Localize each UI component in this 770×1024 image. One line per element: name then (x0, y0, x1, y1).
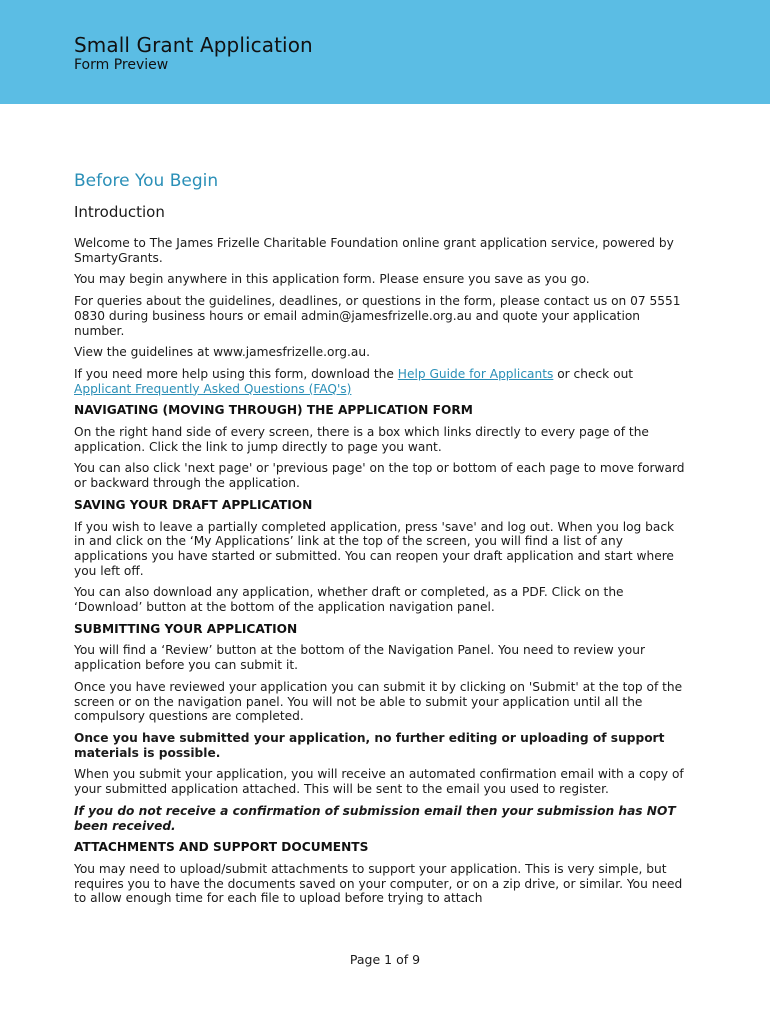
page-content (74, 170, 686, 913)
attachments-heading: ATTACHMENTS AND SUPPORT DOCUMENTS (74, 840, 369, 855)
subsection-title: Introduction (74, 203, 165, 221)
intro-paragraph-queries: For queries about the guidelines, deadlines, or questions in the form, please contact us on 07 5551 0830 during business hours or email admin@jamesfrizelle.org.au and quote your application number. (74, 294, 681, 338)
help-text-before: If you need more help using this form, download the (74, 366, 398, 381)
page-header (0, 0, 770, 104)
saving-heading: SAVING YOUR DRAFT APPLICATION (74, 497, 313, 512)
help-text-middle: or check out (553, 366, 634, 381)
form-subtitle: Form Preview (74, 57, 169, 73)
section-title: Before You Begin (74, 171, 219, 191)
page-number: Page 1 of 9 (349, 952, 421, 967)
saving-paragraph-1: If you wish to leave a partially completed application, press 'save' and log out. When you log back in and click on the ‘My Applications’ link at the top of the screen, you will find a list of any applications you have started or submitted. You can reopen your draft application and start where you left off. (74, 519, 675, 578)
faq-link[interactable]: Applicant Frequently Asked Questions (FAQ's) (74, 381, 352, 396)
submitting-heading: SUBMITTING YOUR APPLICATION (74, 621, 298, 636)
submitting-paragraph-confirmation: When you submit your application, you will receive an automated confirmation email with a copy of your submitted application attached. This will be sent to the email you used to register. (74, 767, 684, 797)
attachments-paragraph-1: You may need to upload/submit attachments to support your application. This is very simple, but requires you to have the documents saved on your computer, or on a zip drive, or similar. You need to allow enough time for each file to upload before trying to attach (74, 861, 683, 906)
form-title: Small Grant Application (74, 33, 313, 57)
intro-paragraph-save: You may begin anywhere in this application form. Please ensure you save as you go. (74, 272, 590, 287)
intro-paragraph-guidelines: View the guidelines at www.jamesfrizelle.org.au. (74, 345, 370, 360)
navigating-heading: NAVIGATING (MOVING THROUGH) THE APPLICATION FORM (74, 403, 473, 418)
intro-paragraph-help (74, 367, 686, 396)
navigating-paragraph-1: On the right hand side of every screen, there is a box which links directly to every page of the application. Click the link to jump directly to page you want. (74, 425, 649, 454)
navigating-paragraph-2: You can also click 'next page' or 'previous page' on the top or bottom of each page to move forward or backward through the application. (74, 461, 685, 491)
help-guide-link[interactable]: Help Guide for Applicants (397, 366, 554, 381)
submitting-warning: Once you have submitted your application, no further editing or uploading of support materials is possible. (74, 730, 665, 760)
saving-paragraph-2: You can also download any application, whether draft or completed, as a PDF. Click on the ‘Download’ button at the bottom of the application navigation panel. (74, 585, 624, 615)
submitting-paragraph-1: You will find a ‘Review’ button at the bottom of the Navigation Panel. You need to review your application before you can submit it. (74, 643, 645, 673)
submitting-paragraph-2: Once you have reviewed your application you can submit it by clicking on 'Submit' at the top of the screen or on the navigation panel. You will not be able to submit your application until all the compulsory questions are completed. (74, 679, 683, 724)
intro-paragraph-welcome: Welcome to The James Frizelle Charitable Foundation online grant application service, powered by SmartyGrants. (74, 236, 674, 265)
submitting-not-received-warning: If you do not receive a confirmation of submission email then your submission has NOT been received. (74, 803, 676, 833)
